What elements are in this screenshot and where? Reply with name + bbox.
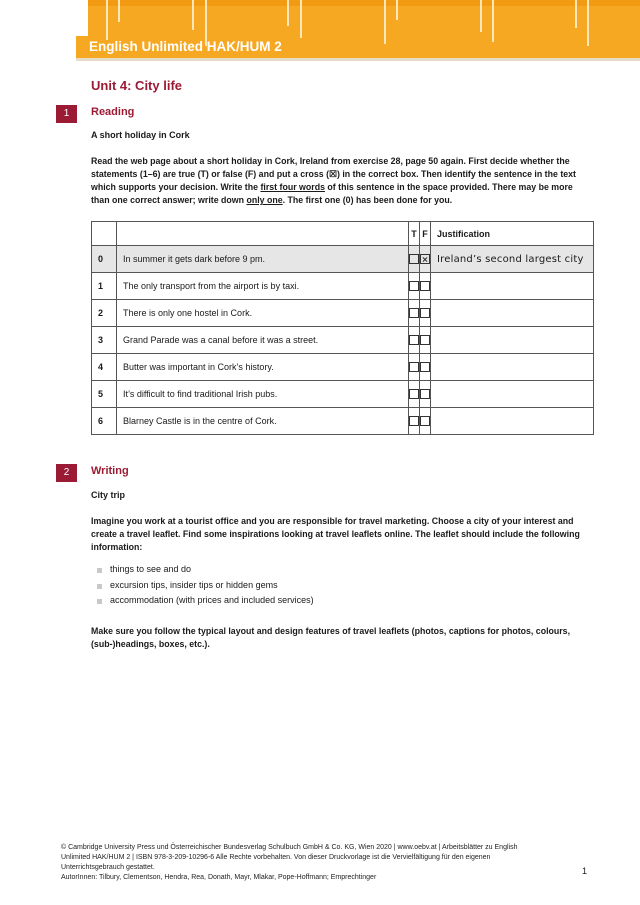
footer-copyright: © Cambridge University Press und Österreichischer Bundesverlag Schulbuch GmbH & Co. KG, Wien 2020 | www.oebv.at | Arbeitsblätter zu English Unlimited HAK/HUM 2 | ISBN 978-3-209-10296-6 Alle Rechte vorbehalten. Von dieser Druckvorlage ist die Vervielfältigung für den eigenen Unterrichtsgebrauch gestattet. AutorInnen: Tilbury, Clementson, Hendra, Rea, Donath, Mayr, Mlakar, Pope-Hoffmann; Emprechtinger xyxy=(61,844,518,881)
header-true: T xyxy=(409,222,420,246)
unit-title: Unit 4: City life xyxy=(91,78,183,93)
statement: The only transport from the airport is by taxi. xyxy=(117,273,409,300)
statement: In summer it gets dark before 9 pm. xyxy=(117,246,409,273)
false-checkbox-crossed[interactable] xyxy=(420,254,430,264)
section-2-badge: 2 xyxy=(56,464,77,482)
false-checkbox[interactable] xyxy=(420,335,430,345)
true-checkbox[interactable] xyxy=(409,389,419,399)
row-number: 2 xyxy=(92,300,117,327)
table-row xyxy=(92,246,594,273)
true-checkbox[interactable] xyxy=(409,416,419,426)
justification-field[interactable] xyxy=(431,327,594,354)
row-number: 0 xyxy=(92,246,117,273)
info-bullet-list xyxy=(97,564,314,611)
false-checkbox[interactable] xyxy=(420,308,430,318)
false-checkbox[interactable] xyxy=(420,389,430,399)
false-checkbox[interactable] xyxy=(420,362,430,372)
row-number: 4 xyxy=(92,354,117,381)
underline-only-one: only one xyxy=(246,195,283,206)
justification-field[interactable] xyxy=(431,354,594,381)
table-row xyxy=(92,354,594,381)
section-1-subtitle: A short holiday in Cork xyxy=(91,130,190,140)
true-checkbox[interactable] xyxy=(409,281,419,291)
true-checkbox[interactable] xyxy=(409,254,419,264)
statement: Grand Parade was a canal before it was a street. xyxy=(117,327,409,354)
true-false-table xyxy=(91,221,594,435)
false-checkbox[interactable] xyxy=(420,416,430,426)
true-checkbox[interactable] xyxy=(409,308,419,318)
statement: Blarney Castle is in the centre of Cork. xyxy=(117,408,409,435)
table-row xyxy=(92,273,594,300)
table-row xyxy=(92,300,594,327)
page-number: 1 xyxy=(582,866,588,876)
section-2-subtitle: City trip xyxy=(91,490,126,500)
justification-field[interactable] xyxy=(431,408,594,435)
section-2-instructions: Imagine you work at a tourist office and you are responsible for travel marketing. Choose a city of your interest and create a travel leaflet. Find some inspirations looking at travel leaflets online. The leaflet should include the following information: xyxy=(91,516,580,553)
section-1-badge: 1 xyxy=(56,105,77,123)
true-checkbox[interactable] xyxy=(409,335,419,345)
header-false: F xyxy=(420,222,431,246)
header-shadow xyxy=(76,58,640,61)
justification-field[interactable] xyxy=(431,273,594,300)
row-number: 3 xyxy=(92,327,117,354)
true-checkbox[interactable] xyxy=(409,362,419,372)
header-title: English Unlimited HAK/HUM 2 xyxy=(89,39,282,54)
table-row xyxy=(92,381,594,408)
row-number: 5 xyxy=(92,381,117,408)
list-item: accommodation (with prices and included services) xyxy=(97,595,314,611)
justification-field[interactable] xyxy=(431,300,594,327)
header-justification: Justification xyxy=(431,222,594,246)
list-item: things to see and do xyxy=(97,564,314,580)
underline-first-four-words: first four words xyxy=(260,182,325,193)
statement: It’s difficult to find traditional Irish pubs. xyxy=(117,381,409,408)
table-row xyxy=(92,327,594,354)
table-row xyxy=(92,408,594,435)
statement: Butter was important in Cork’s history. xyxy=(117,354,409,381)
justification-field[interactable]: Ireland’s second largest city xyxy=(431,246,594,273)
section-2-title: Writing xyxy=(91,465,129,477)
section-2-closing: Make sure you follow the typical layout and design features of travel leaflets (photos, captions for photos, colours, (sub-)headings, boxes, etc.). xyxy=(91,626,571,650)
justification-field[interactable] xyxy=(431,381,594,408)
table-header-row xyxy=(92,222,594,246)
statement: There is only one hostel in Cork. xyxy=(117,300,409,327)
false-checkbox[interactable] xyxy=(420,281,430,291)
section-1-title: Reading xyxy=(91,106,135,118)
section-1-instructions: Read the web page about a short holiday in Cork, Ireland from exercise 28, page 50 again. First decide whether the statements (1–6) are true (T) or false (F) and put a cross (☒) in the correct box. Then identify the sentence in the text which supports your decision. Write the first four words of this sentence in the space provided. There may be more than one correct answer; write down only one. The first one (0) has been done for you. xyxy=(91,156,576,206)
row-number: 6 xyxy=(92,408,117,435)
row-number: 1 xyxy=(92,273,117,300)
list-item: excursion tips, insider tips or hidden gems xyxy=(97,580,314,596)
